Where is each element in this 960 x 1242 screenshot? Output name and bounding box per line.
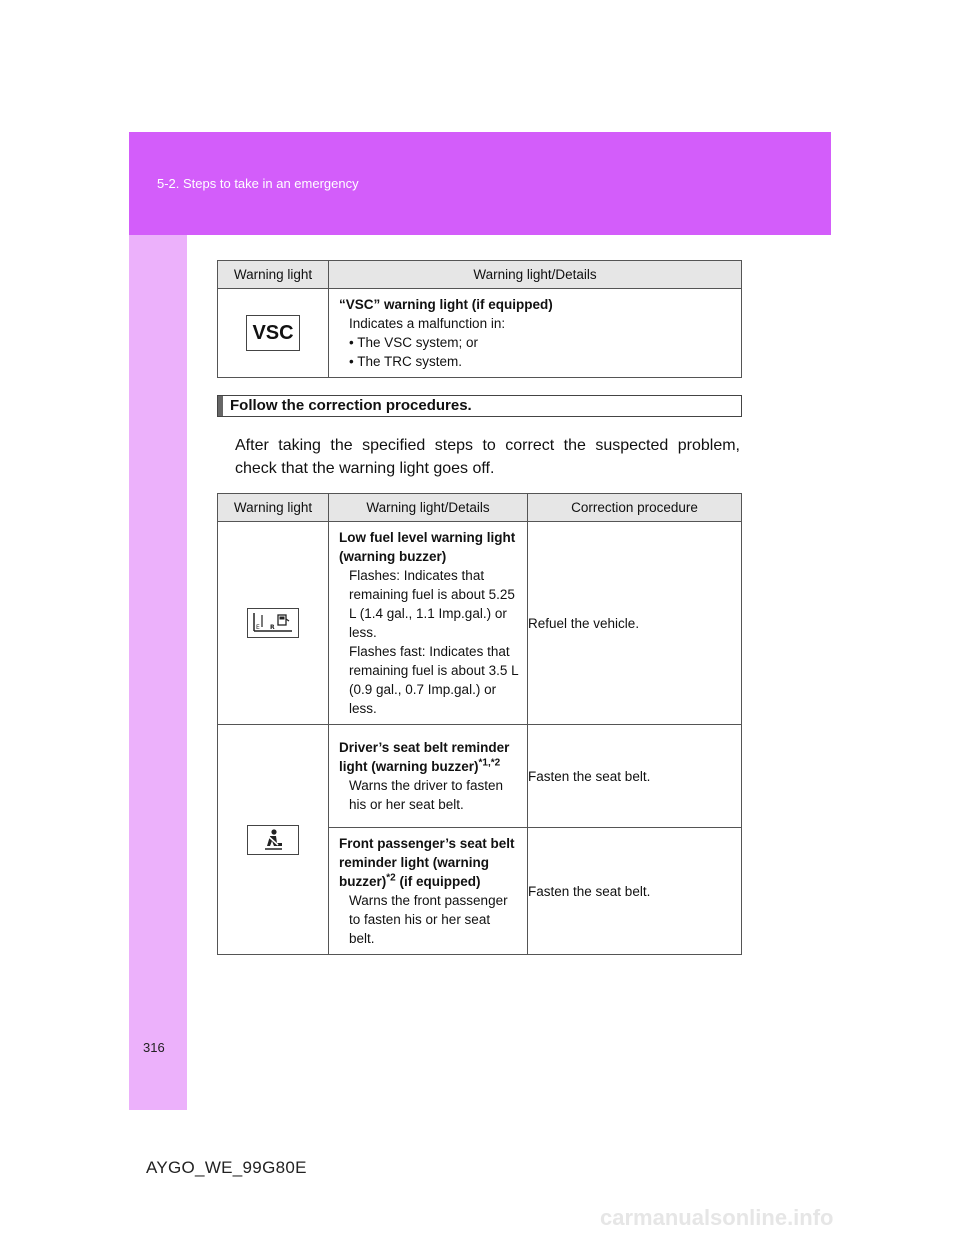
icon-cell [218, 522, 329, 725]
details-cell [329, 725, 528, 828]
detail-line: • The VSC system; or [349, 335, 479, 350]
table-row [218, 522, 742, 725]
column-header: Warning light/Details [329, 494, 528, 522]
header-bar [129, 132, 831, 235]
footnote-mark: *2 [386, 872, 396, 884]
table-row [218, 725, 742, 828]
footer-watermark: carmanualsonline.info [600, 1205, 834, 1230]
seat-belt-icon [247, 825, 299, 855]
heading-text: Follow the correction procedures. [230, 397, 472, 414]
instruction-paragraph: After taking the specified steps to correct the suspected problem, check that the warning light goes off. [235, 437, 740, 477]
detail-text: Warns the front passenger to fasten his or her seat belt. [349, 893, 508, 946]
column-header: Warning light/Details [329, 261, 742, 289]
detail-text: Flashes fast: Indicates that remaining fuel is about 3.5 L (0.9 gal., 0.7 Imp.gal.) or less. [349, 644, 519, 716]
vsc-icon-label: VSC [252, 321, 294, 344]
column-header: Warning light [218, 261, 329, 289]
warning-light-table-2 [217, 493, 742, 955]
procedure-cell: Fasten the seat belt. [528, 828, 742, 955]
detail-text: Flashes: Indicates that remaining fuel is about 5.25 L (1.4 gal., 1.1 Imp.gal.) or less. [349, 568, 515, 640]
detail-text: Warns the driver to fasten his or her seat belt. [349, 778, 504, 812]
svg-text:R: R [270, 624, 275, 631]
section-heading [217, 395, 742, 417]
table-header-row [218, 261, 742, 289]
procedure-cell: Refuel the vehicle. [528, 522, 742, 725]
svg-text:E: E [256, 624, 260, 631]
warning-title-suffix: (if equipped) [395, 874, 481, 889]
section-title: 5-2. Steps to take in an emergency [157, 176, 359, 191]
warning-title: “VSC” warning light (if equipped) [339, 297, 553, 312]
details-cell [329, 522, 528, 725]
procedure-cell: Fasten the seat belt. [528, 725, 742, 828]
fuel-gauge-icon [247, 608, 299, 638]
icon-cell [218, 289, 329, 378]
vsc-warning-icon [246, 315, 300, 351]
table-header-row [218, 494, 742, 522]
warning-title-text: Driver’s seat belt reminder light (warning buzzer) [339, 740, 510, 774]
details-cell [329, 828, 528, 955]
footnote-mark: *1,*2 [478, 757, 501, 769]
page-number: 316 [143, 1040, 165, 1055]
details-cell [329, 289, 742, 378]
warning-title [339, 738, 519, 776]
detail-line: Indicates a malfunction in: [349, 316, 506, 331]
side-bar [129, 235, 187, 1110]
column-header: Correction procedure [528, 494, 742, 522]
detail-line: • The TRC system. [349, 354, 463, 369]
table-row [218, 289, 742, 378]
warning-title-text: Front passenger’s seat belt reminder light (warning buzzer) [339, 836, 515, 889]
heading-tab [218, 396, 223, 416]
icon-cell [218, 725, 329, 955]
document-code: AYGO_WE_99G80E [146, 1158, 307, 1177]
warning-light-table-1 [217, 260, 742, 378]
warning-title: Low fuel level warning light (warning buzzer) [339, 530, 516, 564]
column-header: Warning light [218, 494, 329, 522]
warning-title [339, 834, 519, 891]
